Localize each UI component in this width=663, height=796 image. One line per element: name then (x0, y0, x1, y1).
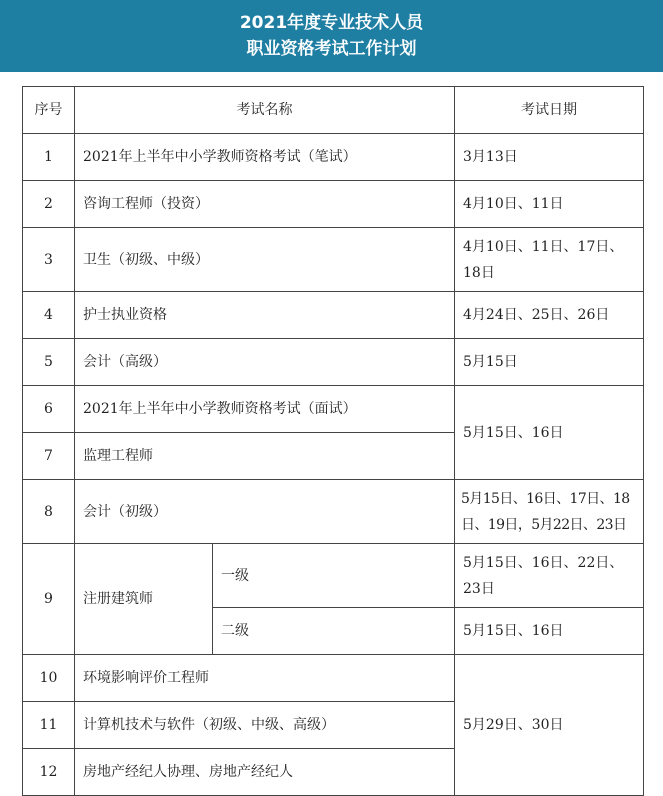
header-name: 考试名称 (75, 87, 455, 134)
exam-date: 5月15日 (455, 339, 644, 386)
exam-schedule-table (22, 86, 644, 796)
row-number: 12 (23, 749, 75, 796)
exam-sub-level: 一级 (213, 544, 455, 608)
exam-name: 会计（初级） (75, 480, 455, 544)
exam-name: 卫生（初级、中级） (75, 228, 455, 292)
exam-table-container (22, 86, 644, 796)
title-line-1: 2021年度专业技术人员 (239, 13, 424, 33)
exam-sub-level: 二级 (213, 608, 455, 655)
row-number: 5 (23, 339, 75, 386)
exam-date: 5月15日、16日、17日、18日、19日，5月22日、23日 (455, 480, 644, 544)
exam-name: 环境影响评价工程师 (75, 655, 455, 702)
row-number: 7 (23, 433, 75, 480)
exam-name: 会计（高级） (75, 339, 455, 386)
table-row (23, 134, 644, 181)
exam-date: 5月15日、16日 (455, 608, 644, 655)
row-number: 8 (23, 480, 75, 544)
row-number: 10 (23, 655, 75, 702)
exam-name: 咨询工程师（投资） (75, 181, 455, 228)
row-number: 4 (23, 292, 75, 339)
exam-date: 4月24日、25日、26日 (455, 292, 644, 339)
table-row (23, 228, 644, 292)
exam-name: 护士执业资格 (75, 292, 455, 339)
header-row (23, 87, 644, 134)
table-row (23, 339, 644, 386)
row-number: 9 (23, 544, 75, 655)
exam-date-merged: 5月15日、16日 (455, 386, 644, 480)
title-line-2: 职业资格考试工作计划 (246, 39, 417, 59)
exam-name: 监理工程师 (75, 433, 455, 480)
exam-name: 2021年上半年中小学教师资格考试（笔试） (75, 134, 455, 181)
exam-date: 3月13日 (455, 134, 644, 181)
header-no: 序号 (23, 87, 75, 134)
table-row (23, 655, 644, 702)
exam-date: 4月10日、11日、17日、18日 (455, 228, 644, 292)
table-row (23, 292, 644, 339)
exam-name: 2021年上半年中小学教师资格考试（面试） (75, 386, 455, 433)
row-number: 6 (23, 386, 75, 433)
table-row (23, 544, 644, 608)
exam-name: 计算机技术与软件（初级、中级、高级） (75, 702, 455, 749)
row-number: 11 (23, 702, 75, 749)
row-number: 2 (23, 181, 75, 228)
exam-name: 房地产经纪人协理、房地产经纪人 (75, 749, 455, 796)
title-banner (0, 0, 663, 72)
row-number: 1 (23, 134, 75, 181)
exam-date: 5月15日、16日、22日、23日 (455, 544, 644, 608)
exam-date-merged: 5月29日、30日 (455, 655, 644, 796)
exam-date: 4月10日、11日 (455, 181, 644, 228)
row-number: 3 (23, 228, 75, 292)
table-row (23, 480, 644, 544)
table-row (23, 386, 644, 433)
header-date: 考试日期 (455, 87, 644, 134)
exam-name: 注册建筑师 (75, 544, 213, 655)
table-row (23, 181, 644, 228)
